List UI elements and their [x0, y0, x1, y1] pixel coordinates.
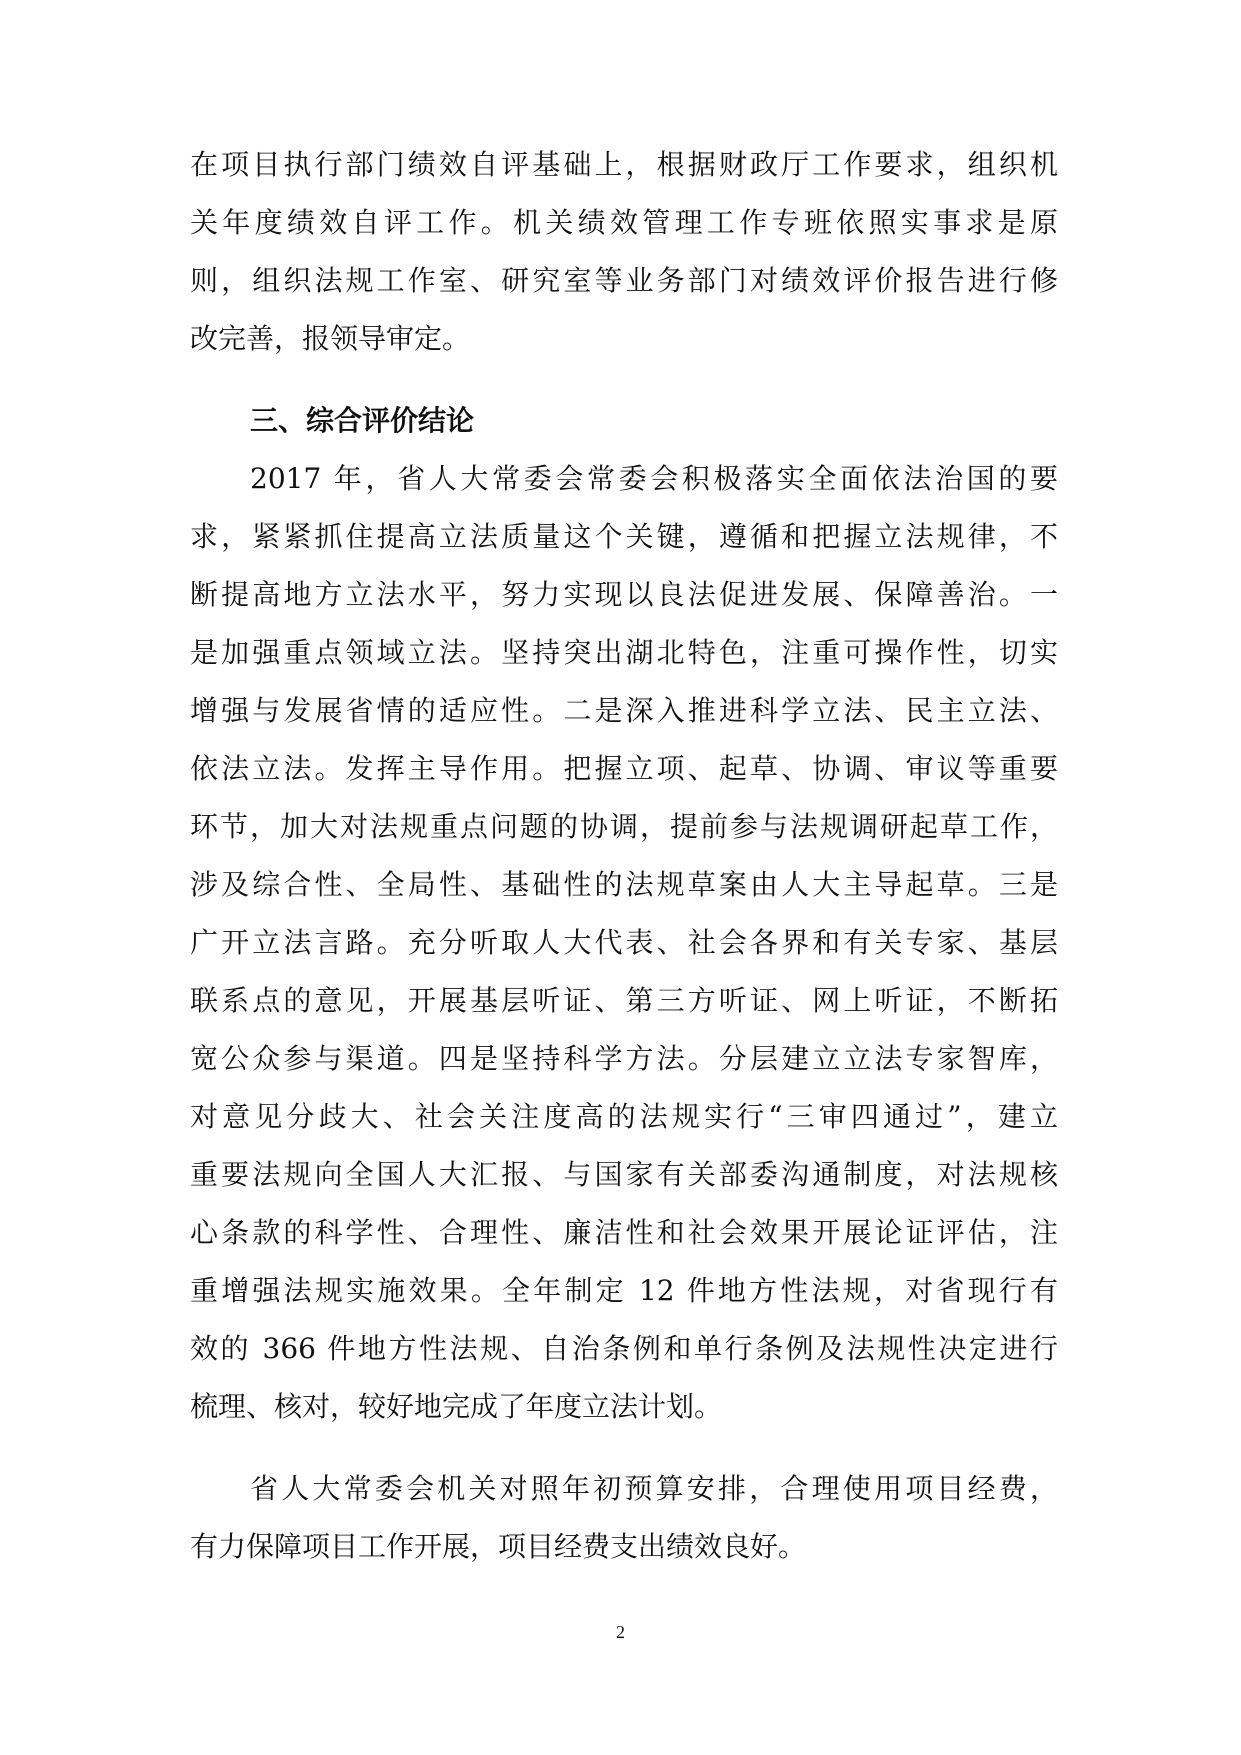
paragraph-line: 宽公众参与渠道。四是坚持科学方法。分层建立立法专家智库， — [190, 1042, 1058, 1075]
paragraph-line: 重要法规向全国人大汇报、与国家有关部委沟通制度，对法规核 — [190, 1158, 1058, 1191]
paragraph-evaluation-conclusion — [190, 450, 1058, 1436]
paragraph-line: 重增强法规实施效果。全年制定 12 件地方性法规，对省现行有 — [190, 1274, 1058, 1307]
paragraph-line: 则，组织法规工作室、研究室等业务部门对绩效评价报告进行修 — [190, 264, 1058, 297]
paragraph-line: 心条款的科学性、合理性、廉洁性和社会效果开展论证评估，注 — [190, 1216, 1058, 1249]
paragraph-execution-self-evaluation — [190, 136, 1058, 368]
paragraph-line: 2017 年，省人大常委会常委会积极落实全面依法治国的要 — [250, 462, 1058, 495]
paragraph-line: 有力保障项目工作开展，项目经费支出绩效良好。 — [190, 1530, 807, 1563]
paragraph-line: 关年度绩效自评工作。机关绩效管理工作专班依照实事求是原 — [190, 206, 1058, 239]
paragraph-line: 增强与发展省情的适应性。二是深入推进科学立法、民主立法、 — [190, 694, 1058, 727]
paragraph-line: 求，紧紧抓住提高立法质量这个关键，遵循和把握立法规律，不 — [190, 520, 1058, 553]
paragraph-line: 效的 366 件地方性法规、自治条例和单行条例及法规性决定进行 — [190, 1332, 1058, 1365]
paragraph-line: 省人大常委会机关对照年初预算安排，合理使用项目经费， — [250, 1472, 1058, 1505]
paragraph-budget-performance — [190, 1460, 1058, 1576]
paragraph-line: 改完善，报领导审定。 — [190, 322, 471, 355]
paragraph-line: 涉及综合性、全局性、基础性的法规草案由人大主导起草。三是 — [190, 868, 1058, 901]
paragraph-line: 广开立法言路。充分听取人大代表、社会各界和有关专家、基层 — [190, 926, 1058, 959]
section-heading: 三、综合评价结论 — [250, 404, 475, 437]
paragraph-line: 环节，加大对法规重点问题的协调，提前参与法规调研起草工作， — [190, 810, 1058, 843]
paragraph-line: 是加强重点领域立法。坚持突出湖北特色，注重可操作性，切实 — [190, 636, 1058, 669]
paragraph-line: 梳理、核对，较好地完成了年度立法计划。 — [190, 1390, 723, 1423]
page-number: 2 — [616, 1622, 625, 1642]
paragraph-line: 依法立法。发挥主导作用。把握立项、起草、协调、审议等重要 — [190, 752, 1058, 785]
paragraph-line: 对意见分歧大、社会关注度高的法规实行“三审四通过”，建立 — [190, 1100, 1058, 1133]
paragraph-line: 断提高地方立法水平，努力实现以良法促进发展、保障善治。一 — [190, 578, 1058, 611]
paragraph-line: 在项目执行部门绩效自评基础上，根据财政厅工作要求，组织机 — [190, 148, 1058, 181]
paragraph-line: 联系点的意见，开展基层听证、第三方听证、网上听证，不断拓 — [190, 984, 1058, 1017]
